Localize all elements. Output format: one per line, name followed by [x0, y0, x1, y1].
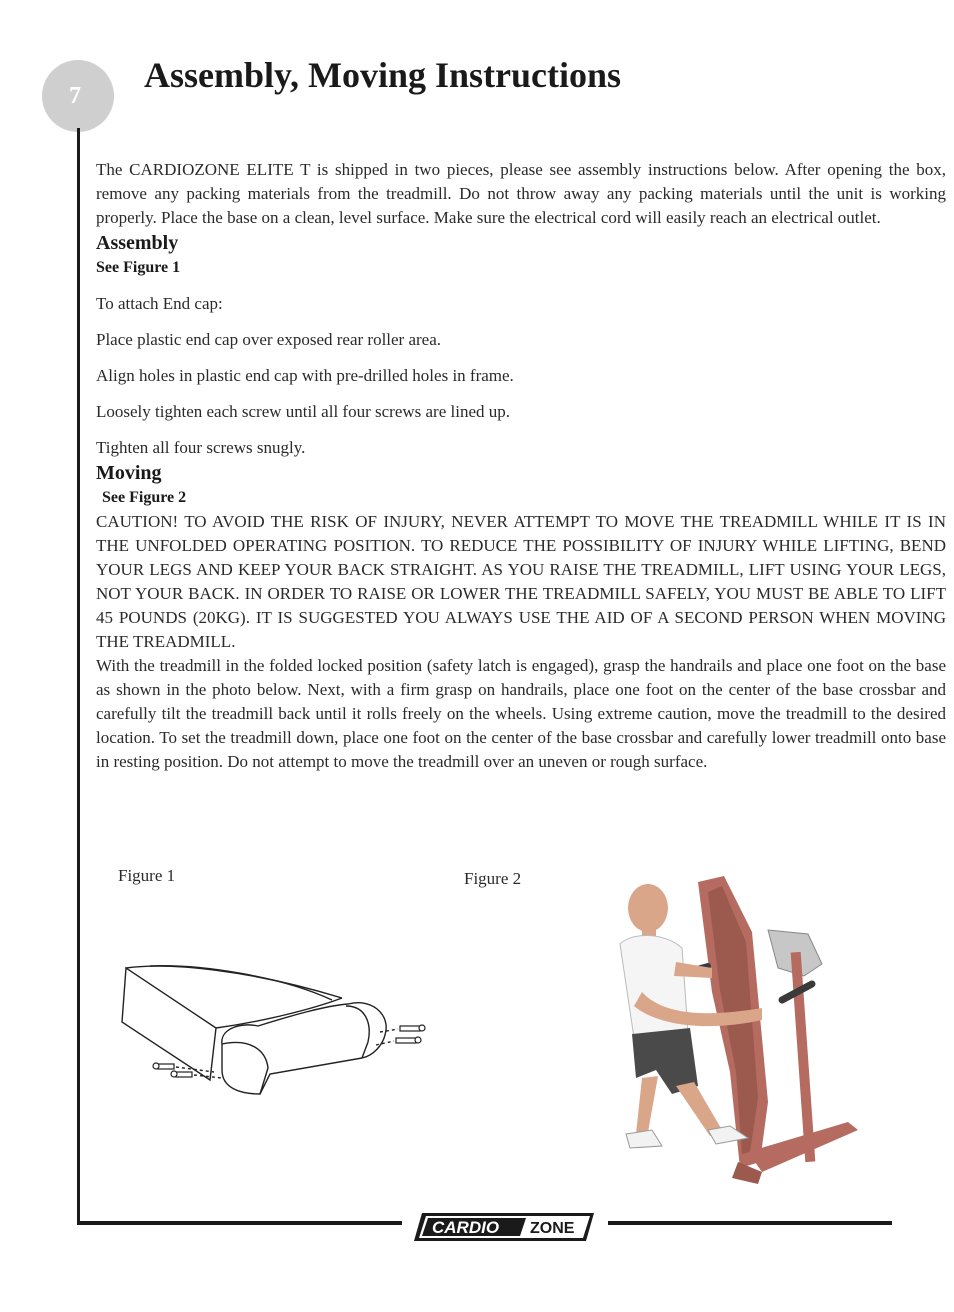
page-number: 7 — [69, 82, 81, 109]
figure1-label: Figure 1 — [118, 866, 176, 885]
assembly-step: Loosely tighten each screw until all four screws are lined up. — [96, 402, 511, 421]
moving-figure-ref: See Figure 2 — [102, 489, 187, 506]
moving-heading: Moving — [96, 462, 162, 484]
footer-rule-left — [77, 1221, 402, 1225]
cardiozone-logo — [414, 1212, 594, 1242]
page-title: Assembly, Moving Instructions — [144, 55, 622, 95]
assembly-heading: Assembly — [96, 232, 179, 254]
assembly-figure-ref: See Figure 1 — [96, 259, 181, 276]
svg-text:ZONE: ZONE — [530, 1220, 575, 1237]
assembly-step: Align holes in plastic end cap with pre-drilled holes in frame. — [96, 366, 514, 385]
footer-rule-right — [608, 1221, 892, 1225]
figure2-label: Figure 2 — [464, 869, 522, 888]
moving-paragraph: With the treadmill in the folded locked position (safety latch is engaged), grasp the handrails and place one foot on the base as shown in the photo below. Next, with a firm grasp on handrails, place one foot on the center of the base crossbar and carefully tilt the treadmill back until it rolls freely on the wheels. Using extreme caution, move the treadmill to the desired location. To set the treadmill down, place one foot on the center of the base crossbar and carefully lower treadmill onto base in resting position. Do not attempt to move the treadmill over an uneven or rough surface. — [96, 656, 946, 771]
figure1-end-cap-drawing — [110, 950, 440, 1110]
assembly-lead: To attach End cap: — [96, 294, 223, 313]
main-content — [96, 158, 946, 774]
figure2-moving-photo — [612, 872, 862, 1188]
caution-paragraph: CAUTION! TO AVOID THE RISK OF INJURY, NEVER ATTEMPT TO MOVE THE TREADMILL WHILE IT IS IN THE UNFOLDED OPERATING POSITION. TO REDUCE THE POSSIBILITY OF INJURY WHILE LIFTING, BEND YOUR LEGS AND KEEP YOUR BACK STRAIGHT. AS YOU RAISE THE TREADMILL, LIFT USING YOUR LEGS, NOT YOUR BACK. IN ORDER TO RAISE OR LOWER THE TREADMILL SAFELY, YOU MUST BE ABLE TO LIFT 45 POUNDS (20KG). IT IS SUGGESTED YOU ALWAYS USE THE AID OF A SECOND PERSON WHEN MOVING THE TREADMILL. — [96, 512, 946, 651]
intro-paragraph: The CARDIOZONE ELITE T is shipped in two pieces, please see assembly instructions below. After opening the box, remove any packing materials from the treadmill. Do not throw away any packing materials until the unit is working properly. Place the base on a clean, level surface. Make sure the electrical cord will easily reach an electrical outlet. — [96, 160, 946, 227]
assembly-step: Tighten all four screws snugly. — [96, 438, 306, 457]
page-number-badge — [42, 60, 114, 132]
svg-text:CARDIO: CARDIO — [432, 1218, 500, 1237]
left-vertical-rule — [77, 128, 80, 1224]
assembly-step: Place plastic end cap over exposed rear roller area. — [96, 330, 442, 349]
